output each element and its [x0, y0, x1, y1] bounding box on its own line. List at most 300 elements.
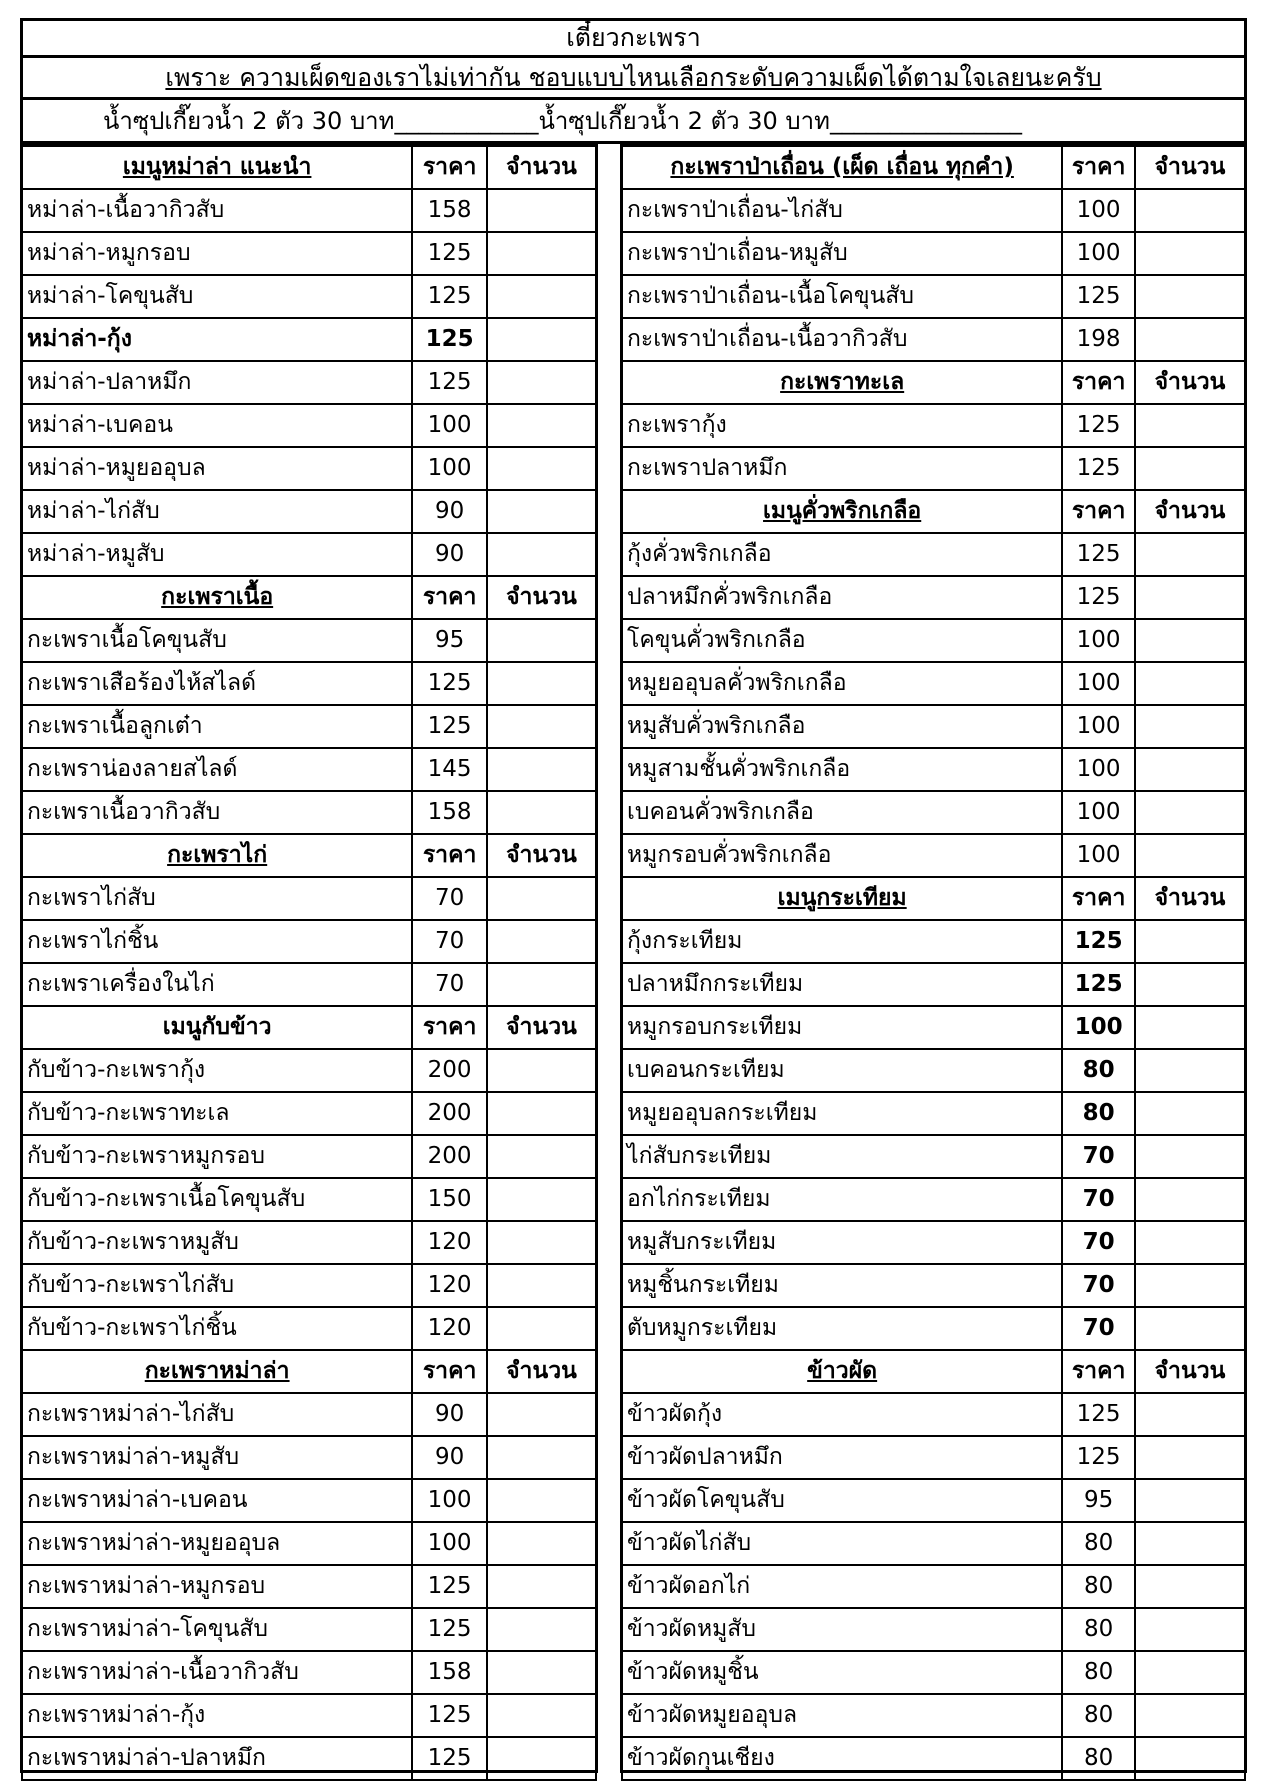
menu-subtitle-text: เพราะ ความเผ็ดของเราไม่เท่ากัน ชอบแบบไหนเลือกระดับความเผ็ดได้ตามใจเลยนะครับ [165, 62, 1102, 92]
section-header [22, 576, 596, 619]
menu-item-price: 80 [1062, 1522, 1135, 1565]
menu-item-row [622, 318, 1245, 361]
menu-item-quantity-cell[interactable] [487, 447, 596, 490]
menu-item-price: 70 [1062, 1264, 1135, 1307]
menu-item-name: ข้าวผัดไก่สับ [622, 1522, 1062, 1565]
menu-item-quantity-cell[interactable] [1135, 1694, 1245, 1737]
menu-item-name: หม่าล่า-หมูกรอบ [22, 232, 412, 275]
menu-item-price: 70 [412, 877, 487, 920]
quantity-column-header: จำนวน [487, 576, 596, 619]
menu-item-row [622, 963, 1245, 1006]
menu-item-name: กุ้งกระเทียม [622, 920, 1062, 963]
menu-item-price: 125 [412, 318, 487, 361]
menu-item-quantity-cell[interactable] [487, 1651, 596, 1694]
menu-item-price: 100 [412, 1479, 487, 1522]
menu-item-row [22, 748, 596, 791]
quantity-column-header: จำนวน [1135, 146, 1245, 189]
menu-item-name: กะเพราป่าเถื่อน-หมูสับ [622, 232, 1062, 275]
menu-item-price: 80 [1062, 1565, 1135, 1608]
menu-item-name: กะเพรากุ้ง [622, 404, 1062, 447]
menu-item-price: 80 [1062, 1049, 1135, 1092]
price-column-header: ราคา [412, 1350, 487, 1393]
menu-item-name: กับข้าว-กะเพราไก่ชิ้น [22, 1307, 412, 1350]
menu-item-row [622, 1522, 1245, 1565]
menu-item-name: กุ้งคั่วพริกเกลือ [622, 533, 1062, 576]
menu-item-name: หม่าล่า-เบคอน [22, 404, 412, 447]
left-menu-table [21, 145, 597, 1781]
price-column-header: ราคา [412, 1006, 487, 1049]
quantity-column-header: จำนวน [1135, 490, 1245, 533]
menu-item-quantity-cell[interactable] [1135, 447, 1245, 490]
menu-item-quantity-cell[interactable] [487, 920, 596, 963]
price-column-header: ราคา [412, 834, 487, 877]
menu-item-row [22, 1307, 596, 1350]
menu-item-name: หมูยออุบลกระเทียม [622, 1092, 1062, 1135]
menu-item-row [622, 834, 1245, 877]
menu-item-price: 125 [412, 232, 487, 275]
menu-item-price: 125 [412, 705, 487, 748]
price-column-header: ราคา [1062, 361, 1135, 404]
menu-item-row [22, 1694, 596, 1737]
menu-item-row [622, 1178, 1245, 1221]
menu-item-price: 80 [1062, 1651, 1135, 1694]
soup-offer-left: น้ำซุปเกี๊ยวน้ำ 2 ตัว 30 บาท [103, 107, 395, 135]
menu-item-row [622, 1694, 1245, 1737]
menu-item-price: 120 [412, 1221, 487, 1264]
menu-item-row [622, 1135, 1245, 1178]
menu-item-row [622, 1651, 1245, 1694]
menu-item-quantity-cell[interactable] [487, 963, 596, 1006]
menu-item-name: หม่าล่า-เนื้อวากิวสับ [22, 189, 412, 232]
menu-item-name: กะเพราน่องลายสไลด์ [22, 748, 412, 791]
menu-item-quantity-cell[interactable] [487, 1049, 596, 1092]
menu-item-quantity-cell[interactable] [487, 748, 596, 791]
menu-item-name: หม่าล่า-หมูสับ [22, 533, 412, 576]
menu-item-price: 100 [1062, 705, 1135, 748]
menu-item-quantity-cell[interactable] [1135, 705, 1245, 748]
menu-item-price: 120 [412, 1264, 487, 1307]
price-column-header: ราคา [412, 146, 487, 189]
menu-item-row [22, 1651, 596, 1694]
menu-item-row [22, 232, 596, 275]
menu-item-price: 90 [412, 1393, 487, 1436]
menu-item-quantity-cell[interactable] [487, 1694, 596, 1737]
menu-item-name: หม่าล่า-ไก่สับ [22, 490, 412, 533]
menu-item-name: กะเพราหม่าล่า-กุ้ง [22, 1694, 412, 1737]
right-menu-table [621, 145, 1246, 1781]
menu-item-row [22, 877, 596, 920]
menu-item-price: 80 [1062, 1608, 1135, 1651]
menu-item-quantity-cell[interactable] [487, 705, 596, 748]
menu-item-row [622, 1737, 1245, 1780]
menu-item-price: 80 [1062, 1694, 1135, 1737]
menu-item-quantity-cell[interactable] [1135, 920, 1245, 963]
menu-item-quantity-cell[interactable] [1135, 1651, 1245, 1694]
menu-item-price: 125 [412, 662, 487, 705]
menu-item-name: หมูกรอบคั่วพริกเกลือ [622, 834, 1062, 877]
menu-item-name: ข้าวผัดกุ้ง [622, 1393, 1062, 1436]
menu-item-price: 125 [1062, 963, 1135, 1006]
menu-item-price: 200 [412, 1049, 487, 1092]
menu-item-quantity-cell[interactable] [487, 1737, 596, 1780]
menu-item-quantity-cell[interactable] [487, 1135, 596, 1178]
menu-item-name: หมูกรอบกระเทียม [622, 1006, 1062, 1049]
menu-item-row [622, 1049, 1245, 1092]
menu-item-row [622, 1307, 1245, 1350]
menu-item-quantity-cell[interactable] [487, 1221, 596, 1264]
menu-item-row [22, 791, 596, 834]
menu-item-price: 90 [412, 490, 487, 533]
menu-item-name: หม่าล่า-โคขุนสับ [22, 275, 412, 318]
menu-item-quantity-cell[interactable] [1135, 318, 1245, 361]
menu-item-name: กะเพราเสือร้องไห้สไลด์ [22, 662, 412, 705]
menu-item-price: 70 [1062, 1221, 1135, 1264]
menu-item-name: กับข้าว-กะเพราหมูกรอบ [22, 1135, 412, 1178]
menu-item-quantity-cell[interactable] [1135, 1264, 1245, 1307]
menu-item-name: ข้าวผัดโคขุนสับ [622, 1479, 1062, 1522]
menu-item-name: ข้าวผัดหมูยออุบล [622, 1694, 1062, 1737]
menu-item-name: กะเพราป่าเถื่อน-ไก่สับ [622, 189, 1062, 232]
menu-item-price: 100 [1062, 791, 1135, 834]
menu-item-price: 100 [1062, 1006, 1135, 1049]
menu-item-name: เบคอนคั่วพริกเกลือ [622, 791, 1062, 834]
section-header [22, 1006, 596, 1049]
menu-item-price: 125 [412, 1737, 487, 1780]
menu-item-name: กะเพราหม่าล่า-หมูสับ [22, 1436, 412, 1479]
menu-item-row [622, 533, 1245, 576]
menu-item-price: 100 [412, 404, 487, 447]
section-title: เมนูหม่าล่า แนะนำ [22, 146, 412, 189]
menu-item-name: หม่าล่า-กุ้ง [22, 318, 412, 361]
menu-item-row [22, 447, 596, 490]
menu-item-row [22, 1049, 596, 1092]
section-header [622, 146, 1245, 189]
menu-item-row [22, 1221, 596, 1264]
menu-item-name: หมูสับกระเทียม [622, 1221, 1062, 1264]
menu-item-quantity-cell[interactable] [1135, 1479, 1245, 1522]
menu-item-name: กะเพราปลาหมึก [622, 447, 1062, 490]
quantity-column-header: จำนวน [1135, 361, 1245, 404]
quantity-column-header: จำนวน [487, 1006, 596, 1049]
menu-item-quantity-cell[interactable] [487, 877, 596, 920]
menu-item-row [22, 963, 596, 1006]
menu-item-quantity-cell[interactable] [487, 189, 596, 232]
menu-item-quantity-cell[interactable] [1135, 834, 1245, 877]
menu-item-quantity-cell[interactable] [487, 1178, 596, 1221]
section-title: กะเพราไก่ [22, 834, 412, 877]
menu-item-name: กับข้าว-กะเพราเนื้อโคขุนสับ [22, 1178, 412, 1221]
menu-item-price: 125 [1062, 1393, 1135, 1436]
menu-item-price: 95 [1062, 1479, 1135, 1522]
menu-item-quantity-cell[interactable] [1135, 1307, 1245, 1350]
menu-item-name: กะเพราเนื้อลูกเต๋า [22, 705, 412, 748]
menu-item-name: ข้าวผัดหมูสับ [622, 1608, 1062, 1651]
menu-item-quantity-cell[interactable] [1135, 1006, 1245, 1049]
soup-offer-row [20, 100, 1247, 144]
menu-item-price: 125 [1062, 447, 1135, 490]
menu-item-quantity-cell[interactable] [1135, 1049, 1245, 1092]
menu-item-row [622, 791, 1245, 834]
menu-item-name: โคขุนคั่วพริกเกลือ [622, 619, 1062, 662]
menu-item-price: 200 [412, 1092, 487, 1135]
section-title: กะเพราทะเล [622, 361, 1062, 404]
menu-item-name: ไก่สับกระเทียม [622, 1135, 1062, 1178]
menu-item-row [622, 576, 1245, 619]
menu-item-name: อกไก่กระเทียม [622, 1178, 1062, 1221]
menu-item-price: 125 [412, 275, 487, 318]
menu-item-quantity-cell[interactable] [1135, 791, 1245, 834]
menu-item-name: กะเพราหม่าล่า-ไก่สับ [22, 1393, 412, 1436]
menu-item-row [22, 1135, 596, 1178]
menu-item-name: หมูยออุบลคั่วพริกเกลือ [622, 662, 1062, 705]
menu-item-name: กะเพราหม่าล่า-โคขุนสับ [22, 1608, 412, 1651]
menu-item-row [22, 662, 596, 705]
menu-item-price: 125 [412, 1565, 487, 1608]
menu-item-price: 158 [412, 189, 487, 232]
menu-item-price: 70 [412, 920, 487, 963]
section-title: กะเพราเนื้อ [22, 576, 412, 619]
section-title: เมนูคั่วพริกเกลือ [622, 490, 1062, 533]
menu-item-name: ข้าวผัดหมูชิ้น [622, 1651, 1062, 1694]
menu-item-name: กะเพราเนื้อวากิวสับ [22, 791, 412, 834]
menu-item-quantity-cell[interactable] [487, 1565, 596, 1608]
menu-item-price: 100 [1062, 189, 1135, 232]
menu-item-quantity-cell[interactable] [1135, 619, 1245, 662]
menu-item-name: ข้าวผัดปลาหมึก [622, 1436, 1062, 1479]
menu-item-quantity-cell[interactable] [1135, 189, 1245, 232]
menu-item-name: กะเพราหม่าล่า-ปลาหมึก [22, 1737, 412, 1780]
menu-item-quantity-cell[interactable] [1135, 1092, 1245, 1135]
menu-item-row [622, 1608, 1245, 1651]
menu-item-price: 120 [412, 1307, 487, 1350]
menu-item-quantity-cell[interactable] [1135, 662, 1245, 705]
menu-item-row [622, 705, 1245, 748]
menu-item-quantity-cell[interactable] [1135, 1393, 1245, 1436]
menu-item-row [622, 275, 1245, 318]
menu-item-name: ข้าวผัดอกไก่ [622, 1565, 1062, 1608]
menu-item-quantity-cell[interactable] [487, 1479, 596, 1522]
section-title: ข้าวผัด [622, 1350, 1062, 1393]
menu-item-row [622, 619, 1245, 662]
menu-item-name: กะเพราหม่าล่า-หมูยออุบล [22, 1522, 412, 1565]
menu-item-quantity-cell[interactable] [1135, 1565, 1245, 1608]
menu-item-row [622, 662, 1245, 705]
menu-item-row [22, 275, 596, 318]
menu-item-row [22, 1608, 596, 1651]
menu-item-price: 70 [412, 963, 487, 1006]
section-header [622, 877, 1245, 920]
menu-item-price: 200 [412, 1135, 487, 1178]
section-header [622, 1350, 1245, 1393]
menu-item-price: 125 [1062, 576, 1135, 619]
menu-item-row [622, 1479, 1245, 1522]
section-title: กะเพราหม่าล่า [22, 1350, 412, 1393]
menu-item-quantity-cell[interactable] [1135, 404, 1245, 447]
menu-item-row [22, 1393, 596, 1436]
menu-item-price: 100 [1062, 662, 1135, 705]
soup-offer-blank-left[interactable]: ____________ [394, 106, 539, 135]
menu-item-name: กะเพราป่าเถื่อน-เนื้อวากิวสับ [622, 318, 1062, 361]
menu-item-name: กะเพราหม่าล่า-เนื้อวากิวสับ [22, 1651, 412, 1694]
menu-item-name: หม่าล่า-หมูยออุบล [22, 447, 412, 490]
menu-item-quantity-cell[interactable] [1135, 275, 1245, 318]
menu-item-quantity-cell[interactable] [1135, 1436, 1245, 1479]
menu-item-price: 145 [412, 748, 487, 791]
menu-item-quantity-cell[interactable] [487, 1307, 596, 1350]
menu-item-name: ปลาหมึกกระเทียม [622, 963, 1062, 1006]
menu-title [20, 18, 1247, 58]
menu-item-row [22, 619, 596, 662]
menu-item-quantity-cell[interactable] [487, 1522, 596, 1565]
soup-offer-blank-right[interactable]: ________________ [829, 106, 1022, 135]
menu-title-text: เตี๋ยวกะเพรา [566, 23, 701, 52]
menu-item-row [622, 1565, 1245, 1608]
menu-item-quantity-cell[interactable] [487, 361, 596, 404]
menu-subtitle [20, 58, 1247, 100]
menu-item-price: 158 [412, 791, 487, 834]
price-column-header: ราคา [1062, 1350, 1135, 1393]
menu-item-price: 125 [1062, 920, 1135, 963]
menu-item-quantity-cell[interactable] [487, 404, 596, 447]
menu-item-row [22, 1479, 596, 1522]
menu-item-name: หม่าล่า-ปลาหมึก [22, 361, 412, 404]
menu-item-quantity-cell[interactable] [1135, 232, 1245, 275]
quantity-column-header: จำนวน [487, 834, 596, 877]
menu-item-quantity-cell[interactable] [487, 1092, 596, 1135]
menu-item-name: ข้าวผัดกุนเชียง [622, 1737, 1062, 1780]
menu-item-name: กะเพราป่าเถื่อน-เนื้อโคขุนสับ [622, 275, 1062, 318]
menu-item-price: 100 [1062, 232, 1135, 275]
menu-item-row [622, 1436, 1245, 1479]
menu-item-quantity-cell[interactable] [1135, 1178, 1245, 1221]
menu-item-row [622, 232, 1245, 275]
menu-item-quantity-cell[interactable] [487, 533, 596, 576]
menu-item-price: 100 [1062, 834, 1135, 877]
menu-item-quantity-cell[interactable] [1135, 576, 1245, 619]
menu-item-row [22, 1565, 596, 1608]
menu-item-price: 125 [1062, 1436, 1135, 1479]
menu-item-quantity-cell[interactable] [1135, 1135, 1245, 1178]
menu-item-row [22, 318, 596, 361]
menu-item-price: 70 [1062, 1307, 1135, 1350]
menu-item-row [622, 404, 1245, 447]
menu-item-row [22, 705, 596, 748]
menu-item-name: กะเพราหม่าล่า-เบคอน [22, 1479, 412, 1522]
menu-item-name: กับข้าว-กะเพราหมูสับ [22, 1221, 412, 1264]
quantity-column-header: จำนวน [487, 1350, 596, 1393]
menu-item-row [22, 1522, 596, 1565]
menu-item-quantity-cell[interactable] [487, 232, 596, 275]
menu-item-quantity-cell[interactable] [487, 662, 596, 705]
menu-item-quantity-cell[interactable] [487, 318, 596, 361]
menu-item-row [622, 1006, 1245, 1049]
menu-item-price: 95 [412, 619, 487, 662]
menu-item-row [622, 748, 1245, 791]
menu-item-row [22, 189, 596, 232]
menu-item-quantity-cell[interactable] [1135, 533, 1245, 576]
quantity-column-header: จำนวน [1135, 1350, 1245, 1393]
menu-item-row [22, 404, 596, 447]
section-header [622, 490, 1245, 533]
menu-item-row [22, 1436, 596, 1479]
menu-item-row [622, 447, 1245, 490]
menu-item-name: หมูชิ้นกระเทียม [622, 1264, 1062, 1307]
menu-item-price: 90 [412, 533, 487, 576]
menu-item-quantity-cell[interactable] [1135, 1221, 1245, 1264]
quantity-column-header: จำนวน [1135, 877, 1245, 920]
price-column-header: ราคา [412, 576, 487, 619]
menu-item-row [622, 189, 1245, 232]
menu-item-price: 198 [1062, 318, 1135, 361]
menu-item-quantity-cell[interactable] [1135, 963, 1245, 1006]
menu-item-row [22, 920, 596, 963]
menu-item-price: 125 [412, 1694, 487, 1737]
menu-item-row [622, 1264, 1245, 1307]
menu-item-quantity-cell[interactable] [487, 1393, 596, 1436]
section-title: กะเพราป่าเถื่อน (เผ็ด เถื่อน ทุกคำ) [622, 146, 1062, 189]
menu-item-quantity-cell[interactable] [487, 490, 596, 533]
menu-item-row [622, 1393, 1245, 1436]
menu-item-quantity-cell[interactable] [1135, 748, 1245, 791]
section-header [622, 361, 1245, 404]
price-column-header: ราคา [1062, 877, 1135, 920]
menu-item-row [622, 920, 1245, 963]
menu-item-quantity-cell[interactable] [487, 1264, 596, 1307]
menu-item-price: 158 [412, 1651, 487, 1694]
menu-item-quantity-cell[interactable] [487, 1436, 596, 1479]
menu-item-quantity-cell[interactable] [1135, 1522, 1245, 1565]
menu-item-price: 80 [1062, 1737, 1135, 1780]
menu-item-name: กะเพราเนื้อโคขุนสับ [22, 619, 412, 662]
menu-item-price: 100 [1062, 619, 1135, 662]
menu-item-quantity-cell[interactable] [1135, 1737, 1245, 1780]
menu-item-price: 125 [412, 1608, 487, 1651]
menu-item-price: 125 [1062, 533, 1135, 576]
menu-item-name: เบคอนกระเทียม [622, 1049, 1062, 1092]
menu-item-name: กับข้าว-กะเพรากุ้ง [22, 1049, 412, 1092]
menu-item-quantity-cell[interactable] [487, 619, 596, 662]
menu-item-name: ปลาหมึกคั่วพริกเกลือ [622, 576, 1062, 619]
menu-item-name: กะเพราไก่สับ [22, 877, 412, 920]
price-column-header: ราคา [1062, 490, 1135, 533]
section-header [22, 146, 596, 189]
menu-item-row [22, 1178, 596, 1221]
menu-item-quantity-cell[interactable] [1135, 1608, 1245, 1651]
menu-item-price: 125 [1062, 404, 1135, 447]
menu-item-row [622, 1092, 1245, 1135]
menu-item-price: 125 [412, 361, 487, 404]
menu-item-name: กะเพราไก่ชิ้น [22, 920, 412, 963]
menu-item-name: หมูสับคั่วพริกเกลือ [622, 705, 1062, 748]
menu-item-name: หมูสามชั้นคั่วพริกเกลือ [622, 748, 1062, 791]
menu-item-price: 80 [1062, 1092, 1135, 1135]
menu-item-row [22, 1737, 596, 1780]
menu-item-quantity-cell[interactable] [487, 1608, 596, 1651]
menu-item-price: 100 [412, 447, 487, 490]
menu-item-quantity-cell[interactable] [487, 275, 596, 318]
menu-item-row [22, 490, 596, 533]
menu-item-price: 70 [1062, 1135, 1135, 1178]
menu-item-row [622, 1221, 1245, 1264]
section-title: เมนูกับข้าว [22, 1006, 412, 1049]
soup-offer-right: น้ำซุปเกี๊ยวน้ำ 2 ตัว 30 บาท [538, 107, 830, 135]
menu-item-row [22, 1264, 596, 1307]
price-column-header: ราคา [1062, 146, 1135, 189]
menu-item-quantity-cell[interactable] [487, 791, 596, 834]
section-header [22, 1350, 596, 1393]
menu-item-price: 150 [412, 1178, 487, 1221]
section-title: เมนูกระเทียม [622, 877, 1062, 920]
